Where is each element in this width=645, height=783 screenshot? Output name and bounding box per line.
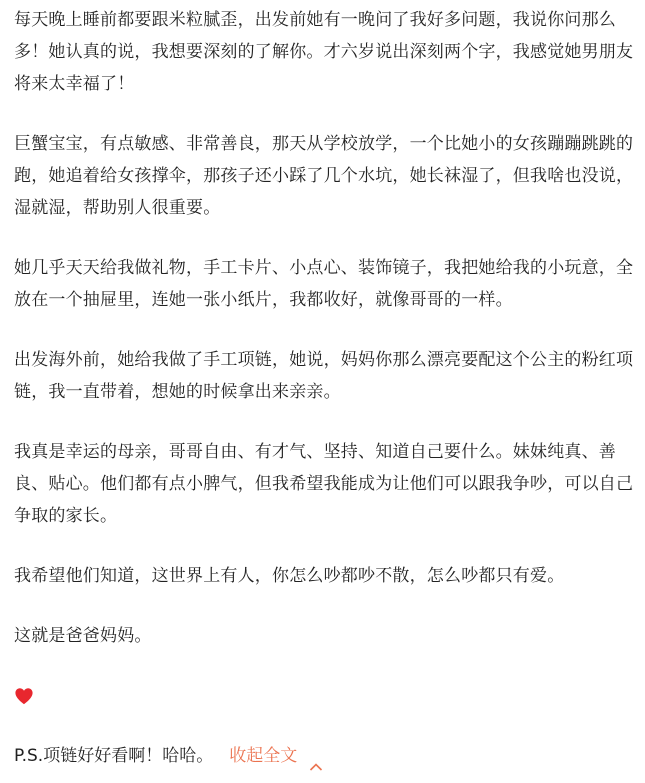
paragraph-4: 出发海外前，她给我做了手工项链，她说，妈妈你那么漂亮要配这个公主的粉红项链，我一直带着，想她的时候拿出来亲亲。 xyxy=(14,350,634,402)
paragraph-1: 每天晚上睡前都要跟米粒腻歪，出发前她有一晚问了我好多问题，我说你问那么多！她认真的说，我想要深刻的了解你。才六岁说出深刻两个字，我感觉她男朋友将来太幸福了！ xyxy=(14,10,634,94)
paragraph-5: 我真是幸运的母亲，哥哥自由、有才气、坚持、知道自己要什么。妹妹纯真、善良、贴心。他们都有点小脾气，但我希望我能成为让他们可以跟我争吵，可以自己争取的家长。 xyxy=(14,442,634,526)
paragraph-6: 我希望他们知道，这世界上有人，你怎么吵都吵不散，怎么吵都只有爱。 xyxy=(14,566,565,586)
paragraph-3: 她几乎天天给我做礼物，手工卡片、小点心、装饰镜子，我把她给我的小玩意，全放在一个抽屉里，连她一张小纸片，我都收好，就像哥哥的一样。 xyxy=(14,258,634,310)
collapse-full-text-link[interactable] xyxy=(229,740,323,772)
paragraph-7: 这就是爸爸妈妈。 xyxy=(14,626,152,646)
heart-emoji-row xyxy=(14,680,634,712)
article-body xyxy=(14,4,634,772)
heart-icon xyxy=(14,687,34,705)
chevron-up-icon xyxy=(309,751,323,761)
paragraph-2: 巨蟹宝宝，有点敏感、非常善良，那天从学校放学，一个比她小的女孩蹦蹦跳跳的跑，她追着给女孩撑伞，那孩子还小踩了几个水坑，她长袜湿了，但我啥也没说，湿就湿，帮助别人很重要。 xyxy=(14,134,634,218)
postscript-text: P.S.项链好好看啊！哈哈。 xyxy=(14,746,214,766)
collapse-label: 收起全文 xyxy=(229,746,298,766)
postscript-row xyxy=(14,740,634,772)
